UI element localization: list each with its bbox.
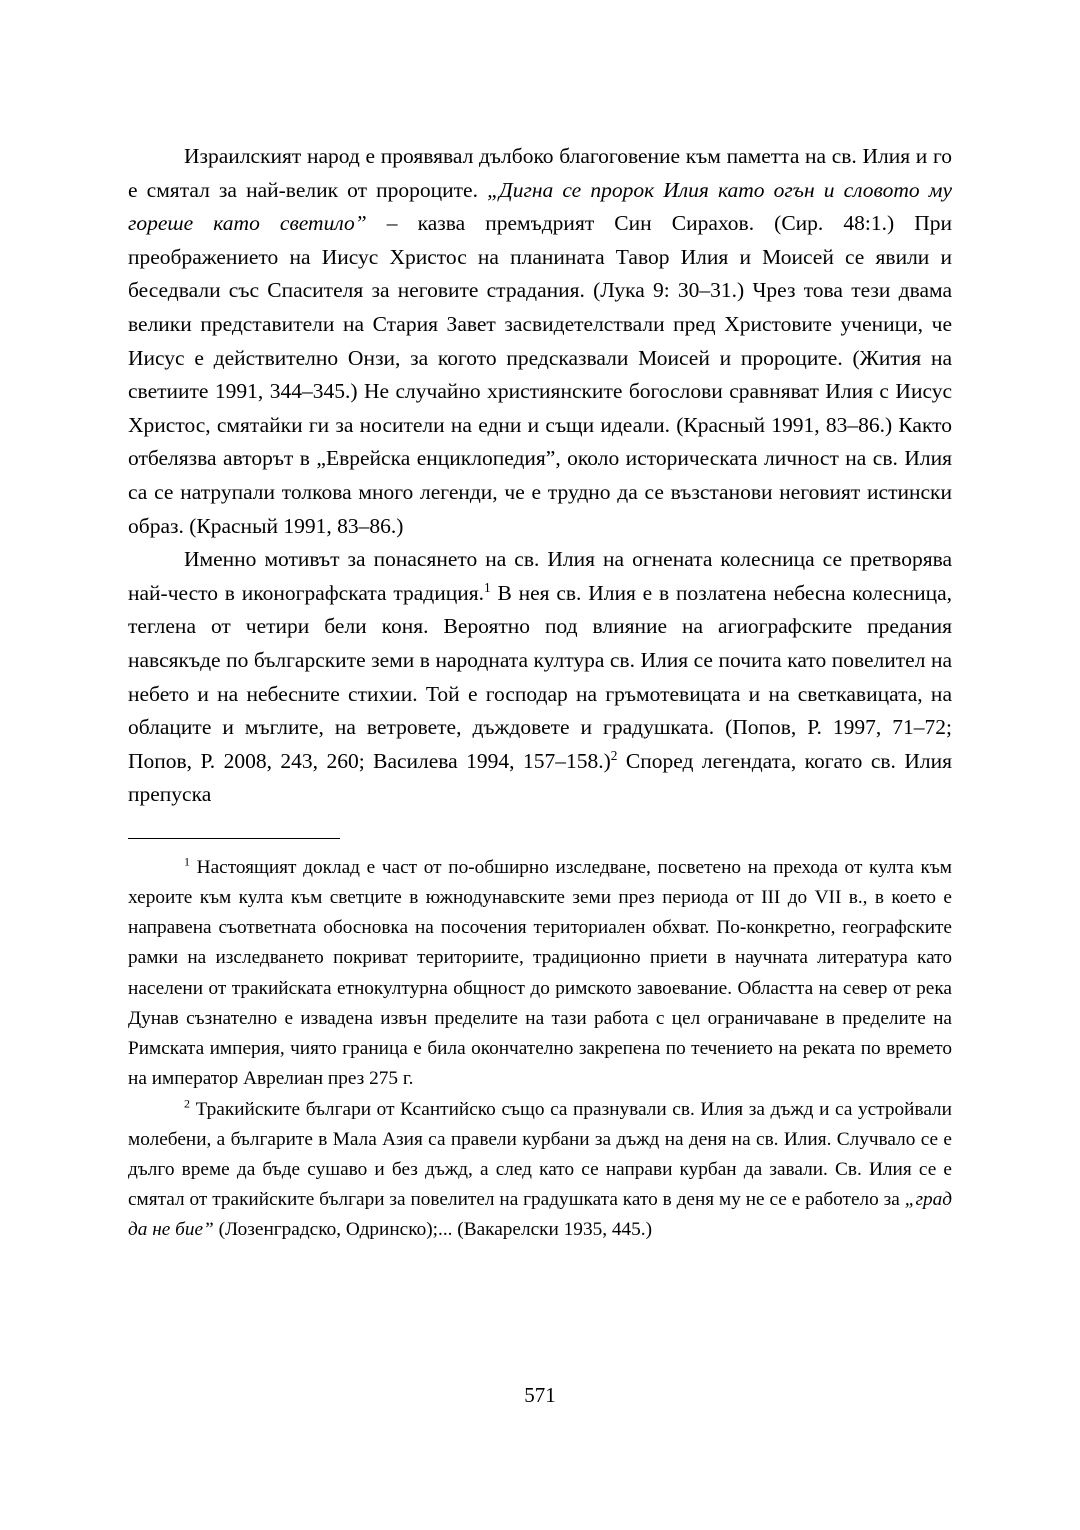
paragraph: Израилският народ е проявявал дълбоко благоговение към паметта на св. Илия и го е смятал за най-велик от пророците. „Дигна се пророк Илия като огън и словото му гореше като светило” – казва премъдрият Син Сирахов. (Сир. 48:1.) При преображението на Иисус Христос на планината Тавор Илия и Моисей се явили и беседвали със Спасителя за неговите страдания. (Лука 9: 30–31.) Чрез това тези двама велики представители на Стария Завет засвидетелствали пред Христовите ученици, че Иисус е действително Онзи, за когото предсказвали Моисей и пророците. (Жития на светиите 1991, 344–345.) Не случайно християнските богослови сравняват Илия с Иисус Христос, смятайки ги за носители на едни и същи идеали. (Красный 1991, 83–86.) Както отбелязва авторът в „Еврейска енциклопедия”, около историческата личност на св. Илия са се натрупали толкова много легенди, че е трудно да се възстанови неговият истински образ. (Красный 1991, 83–86.) (128, 144, 952, 538)
footnote-item: $^2$ Тракийските българи от Ксантийско също са празнували св. Илия за дъжд и са устройвали молебени, а българите в Мала Азия са правели курбани за дъжд на деня на св. Илия. Случвало се е дълго време да бъде сушаво и без дъжд, а след като се направи курбан да завали. Св. Илия се е смятал от тракийските българи за повелител на градушката като в деня му не се е работело за „град да не бие” (Лозенградско, Одринско);... (Вакарелски 1935, 445.) (128, 1096, 952, 1241)
footnote-separator-rule (128, 838, 340, 839)
paragraph: Именно мотивът за понасянето на св. Илия на огнената колесница се претворява най-често в иконографската традиция.$^1$ В нея св. Илия е в позлатена небесна колесница, теглена от четири бели коня. Вероятно под влияние на агиографските предания навсякъде по българските земи в народната култура св. Илия се почита като повелител на небето и на небесните стихии. Той е господар на гръмотевицата и на светкавицата, на облаците и мъглите, на ветровете, дъждовете и градушката. (Попов, Р. 1997, 71–72; Попов, Р. 2008, 243, 260; Василева 1994, 157–158.)$^2$ Според легендата, когато св. Илия препуска (128, 547, 953, 807)
page-number: 571 (524, 1383, 556, 1407)
footnotes-block (128, 853, 952, 1246)
body-text-block (128, 140, 952, 812)
footnote-item: $^1$ Настоящият доклад е част от по-обширно изследване, посветено на прехода от култа към хероите към култа към светците в южнодунавските земи през периода от III до VII в., в което е направена съответната обосновка на посочения териториален обхват. По-конкретно, географските рамки на изследването покриват териториите, традиционно приети в научната литература като населени от тракийската етнокултурна общност до римското завоевание. Областта на север от река Дунав съзнателно е извадена извън пределите на тази работа с цел ограничаване в пределите на Римската империя, чиято граница е била окончателно закрепена по течението на реката по времето на император Аврелиан през 275 г. (128, 854, 952, 1090)
